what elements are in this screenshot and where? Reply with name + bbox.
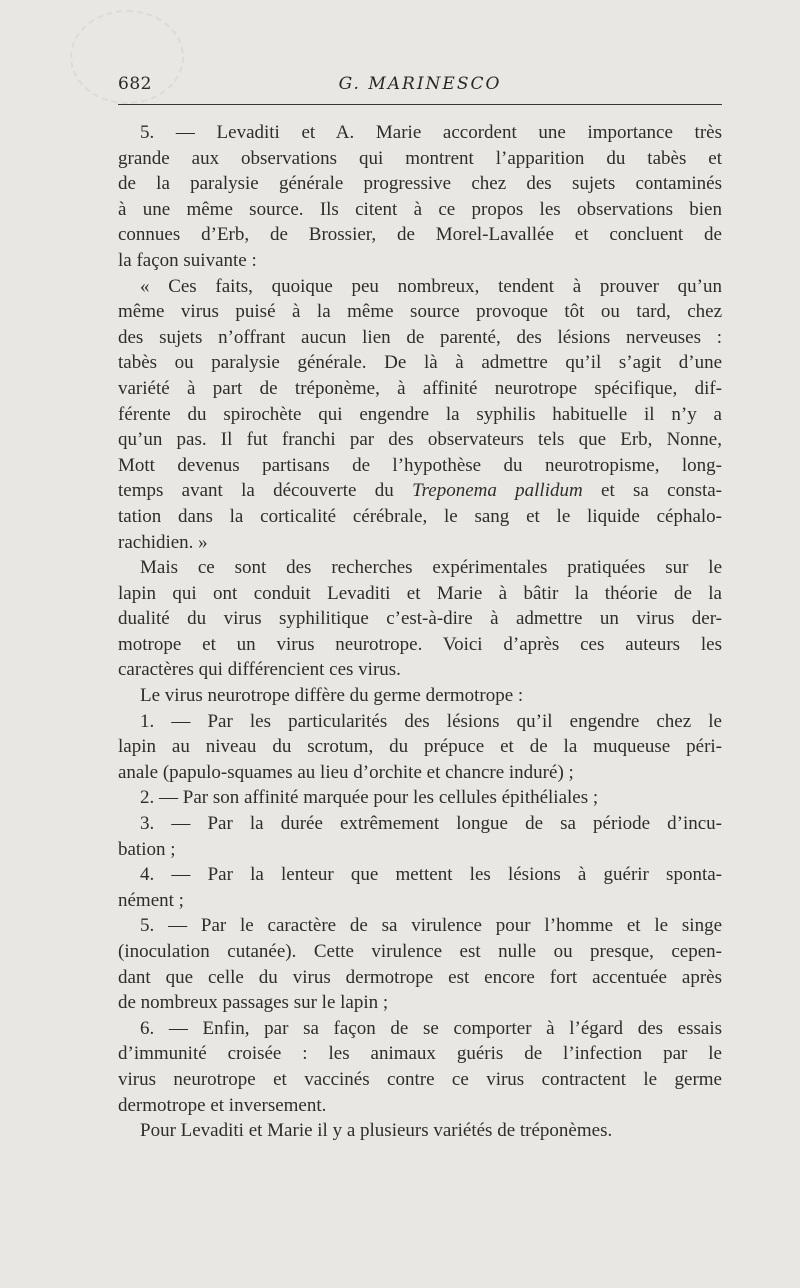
text-line: (inoculation cutanée). Cette virulence est nulle ou presque, cepen- bbox=[118, 941, 722, 962]
text-line: Mais ce sont des recherches expérimentales pratiquées sur le bbox=[140, 557, 722, 579]
text-line: Pour Levaditi et Marie il y a plusieurs variétés de tréponèmes. bbox=[140, 1120, 613, 1142]
text-line: qu’un pas. Il fut franchi par des observateurs tels que Erb, Nonne, bbox=[118, 429, 722, 451]
text-line: d’immunité croisée : les animaux guéris de l’infection par le bbox=[118, 1043, 722, 1065]
text-line: motrope et un virus neurotrope. Voici d’après ces auteurs les bbox=[118, 633, 722, 655]
text-line: lapin au niveau du scrotum, du prépuce et de la muqueuse péri- bbox=[118, 736, 722, 758]
text-line: connues d’Erb, de Brossier, de Morel-Lavallée et concluent de bbox=[118, 224, 722, 246]
text-line: même virus puisé à la même source provoque tôt ou tard, chez bbox=[118, 301, 722, 323]
body-text bbox=[118, 120, 722, 1144]
text-line-segment: temps avant la découverte du bbox=[118, 480, 413, 502]
text-line: 1. — Par les particularités des lésions qu’il engendre chez le bbox=[140, 710, 722, 732]
text-line-segment: et sa consta- bbox=[582, 480, 723, 502]
text-line: férente du spirochète qui engendre la syphilis habituelle il n’y a bbox=[118, 403, 722, 425]
text-line: rachidien. » bbox=[118, 531, 208, 553]
text-line: des sujets n’offrant aucun lien de parenté, des lésions nerveuses : bbox=[118, 326, 722, 348]
running-header bbox=[118, 74, 722, 96]
text-line: dualité du virus syphilitique c’est-à-dire à admettre un virus der- bbox=[118, 608, 722, 630]
text-line: virus neurotrope et vaccinés contre ce virus contractent le germe bbox=[118, 1068, 722, 1090]
text-line: dermotrope et inversement. bbox=[118, 1094, 327, 1116]
page-number: 682 bbox=[118, 74, 152, 94]
text-line: caractères qui différencient ces virus. bbox=[118, 659, 401, 681]
text-line: variété à part de tréponème, à affinité neurotrope spécifique, dif- bbox=[118, 377, 722, 399]
text-line: dant que celle du virus dermotrope est encore fort accentuée après bbox=[118, 966, 722, 988]
text-line: la façon suivante : bbox=[118, 249, 257, 271]
italic-species-name: Treponema pallidum bbox=[412, 480, 583, 502]
text-line: 5. — Levaditi et A. Marie accordent une importance très bbox=[140, 122, 722, 143]
text-line: de nombreux passages sur le lapin ; bbox=[118, 992, 389, 1014]
text-line: 4. — Par la lenteur que mettent les lésions à guérir sponta- bbox=[140, 864, 722, 886]
text-line: nément ; bbox=[118, 889, 184, 911]
text-line: tation dans la corticalité cérébrale, le sang et le liquide céphalo- bbox=[118, 505, 722, 527]
text-line: bation ; bbox=[118, 838, 176, 860]
text-line: Mott devenus partisans de l’hypothèse du neurotropisme, long- bbox=[118, 454, 722, 476]
running-head-title: G. MARINESCO bbox=[338, 74, 502, 94]
text-line: « Ces faits, quoique peu nombreux, tendent à prouver qu’un bbox=[140, 275, 722, 297]
text-line: 2. — Par son affinité marquée pour les cellules épithéliales ; bbox=[140, 787, 599, 809]
text-line: 5. — Par le caractère de sa virulence pour l’homme et le singe bbox=[140, 915, 722, 937]
text-line bbox=[118, 478, 722, 504]
text-line: lapin qui ont conduit Levaditi et Marie à bâtir la théorie de la bbox=[118, 582, 722, 604]
text-line: grande aux observations qui montrent l’apparition du tabès et bbox=[118, 147, 722, 169]
header-rule bbox=[118, 104, 722, 105]
text-line: anale (papulo-squames au lieu d’orchite et chancre induré) ; bbox=[118, 761, 574, 783]
text-line: à une même source. Ils citent à ce propos les observations bien bbox=[118, 198, 722, 220]
text-line: de la paralysie générale progressive chez des sujets contaminés bbox=[118, 173, 722, 195]
text-line: 6. — Enfin, par sa façon de se comporter à l’égard des essais bbox=[140, 1017, 722, 1039]
text-line: tabès ou paralysie générale. De là à admettre qu’il s’agit d’une bbox=[118, 352, 722, 374]
text-line: 3. — Par la durée extrêmement longue de sa période d’incu- bbox=[140, 813, 722, 835]
text-line: Le virus neurotrope diffère du germe dermotrope : bbox=[140, 685, 524, 707]
